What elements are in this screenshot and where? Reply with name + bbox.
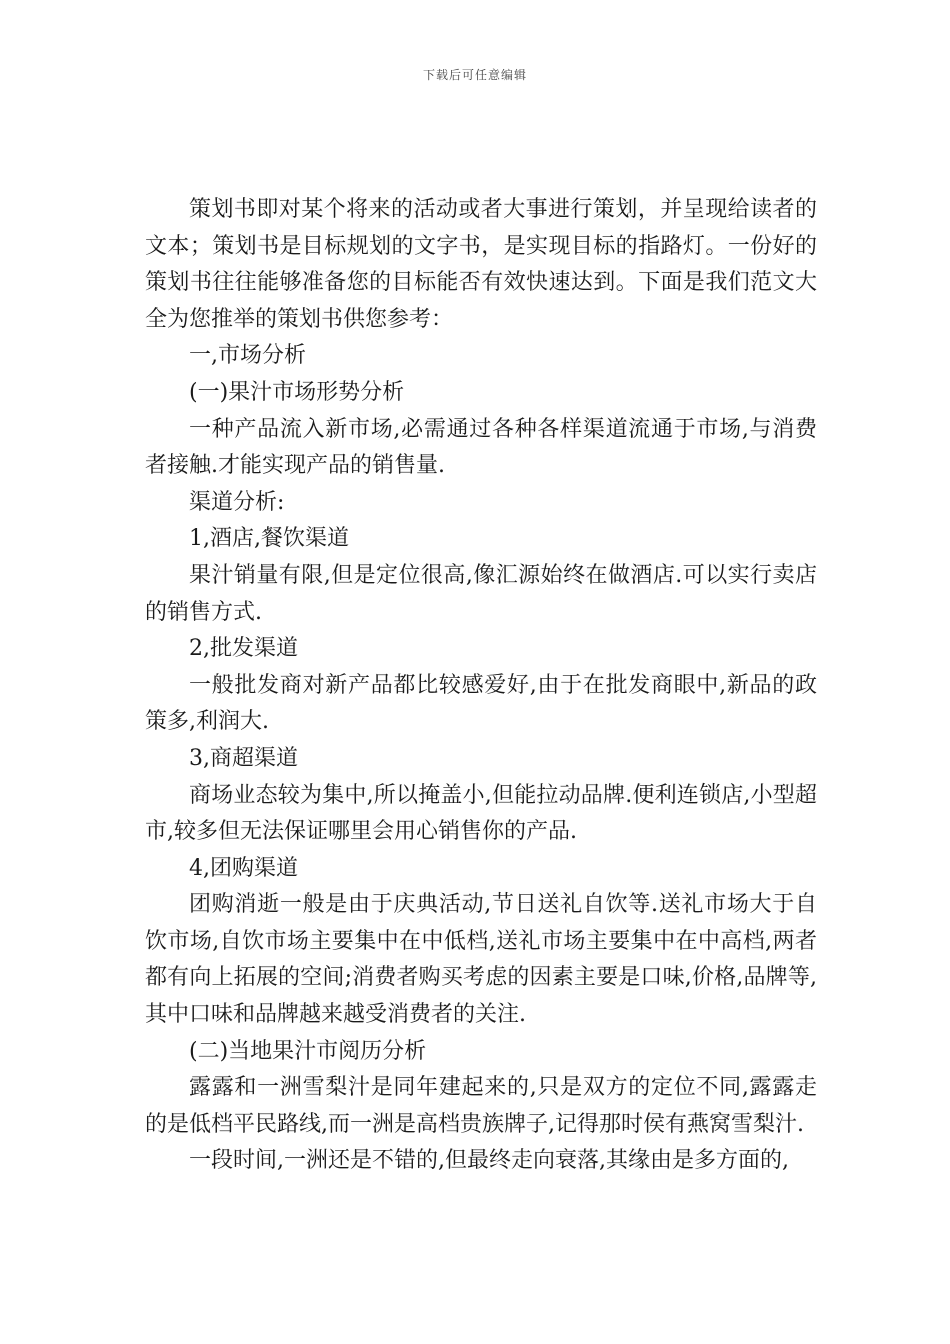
paragraph-supermarket-channel: 商场业态较为集中,所以掩盖小,但能拉动品牌.便利连锁店,小型超市,较多但无法保证哪里会用心销售你的产品. bbox=[145, 782, 817, 845]
heading-market-analysis: 一,市场分析 bbox=[189, 343, 306, 369]
item-hotel-channel: 1,酒店,餐饮渠道 bbox=[189, 526, 349, 552]
paragraph-wholesale-channel: 一般批发商对新产品都比较感爱好,由于在批发商眼中,新品的政策多,利润大. bbox=[145, 672, 817, 735]
item-supermarket-channel: 3,商超渠道 bbox=[189, 745, 298, 771]
paragraph-new-market: 一种产品流入新市场,必需通过各种各样渠道流通于市场,与消费者接触.才能实现产品的销售量. bbox=[145, 416, 817, 479]
item-group-purchase-channel: 4,团购渠道 bbox=[189, 855, 298, 881]
label-channel-analysis: 渠道分析: bbox=[189, 489, 285, 515]
paragraph-intro: 策划书即对某个将来的活动或者大事进行策划，并呈现给读者的文本；策划书是目标规划的文字书，是实现目标的指路灯。一份好的策划书往往能够准备您的目标能否有效快速达到。下面是我们范文大全为您推举的策划书供您参考： bbox=[145, 197, 817, 332]
document-body bbox=[145, 192, 817, 1180]
item-wholesale-channel: 2,批发渠道 bbox=[189, 636, 298, 662]
paragraph-yizhou-decline: 一段时间,一洲还是不错的,但最终走向衰落,其缘由是多方面的, bbox=[189, 1148, 789, 1174]
paragraph-lulu-yizhou: 露露和一洲雪梨汁是同年建起来的,只是双方的定位不同,露露走的是低档平民路线,而一洲是高档贵族牌子,记得那时侯有燕窝雪梨汁. bbox=[145, 1075, 817, 1137]
subheading-juice-market: (一)果汁市场形势分析 bbox=[189, 379, 405, 405]
paragraph-group-purchase-channel: 团购消逝一般是由于庆典活动,节日送礼自饮等.送礼市场大于自饮市场,自饮市场主要集中在中低档,送礼市场主要集中在中高档,两者都有向上拓展的空间;消费者购买考虑的因素主要是口味,价格,品牌等,其中口味和品牌越来越受消费者的关注. bbox=[145, 892, 817, 1028]
paragraph-hotel-channel: 果汁销量有限,但是定位很高,像汇源始终在做酒店.可以实行卖店的销售方式. bbox=[145, 562, 817, 625]
subheading-local-market: (二)当地果汁市阅历分析 bbox=[189, 1038, 427, 1064]
page-header: 下载后可任意编辑 bbox=[422, 68, 527, 82]
